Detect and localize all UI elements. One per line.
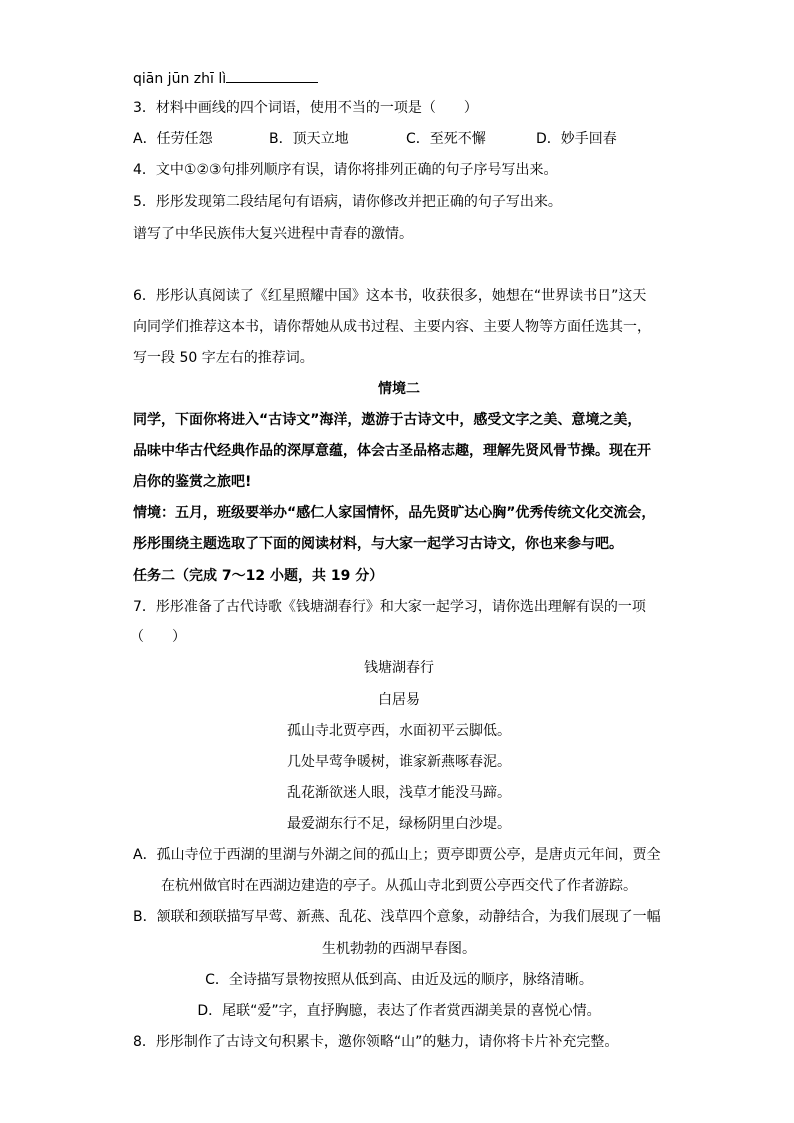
- poem-line: 乱花渐欲迷人眼，浅草才能没马蹄。: [287, 785, 511, 801]
- question-8: 8．彤彤制作了古诗文句积累卡，邀你领略“山”的魅力，请你将卡片补充完整。: [133, 1034, 619, 1050]
- question-3: 3．材料中画线的四个词语，使用不当的一项是（ ）: [133, 100, 478, 116]
- poem-title: 钱塘湖春行: [364, 660, 434, 676]
- poem-line: 几处早莺争暖树，谁家新燕啄春泥。: [287, 754, 511, 770]
- question-5-sentence: 谱写了中华民族伟大复兴进程中青春的激情。: [133, 226, 413, 242]
- q7-option-b-cont: 生机勃勃的西湖早春图。: [322, 941, 476, 957]
- question-6-line: 向同学们推荐这本书，请你帮她从成书过程、主要内容、主要人物等方面任选其一，: [133, 319, 651, 335]
- question-7-bracket: （ ）: [130, 629, 186, 645]
- poem-author: 白居易: [378, 692, 420, 708]
- context-line: 情境：五月，班级要举办“感仁人家国情怀，品先贤旷达心胸”优秀传统文化交流会，: [133, 505, 656, 521]
- question-7: 7．彤彤准备了古代诗歌《钱塘湖春行》和大家一起学习，请你选出理解有误的一项: [133, 599, 646, 615]
- context-line: 彤彤围绕主题选取了下面的阅读材料，与大家一起学习古诗文，你也来参与吧。: [133, 536, 623, 552]
- q7-option-d: D．尾联“爱”字，直抒胸臆，表达了作者赏西湖美景的喜悦心情。: [197, 1003, 601, 1019]
- q7-option-a: A．孤山寺位于西湖的里湖与外湖之间的孤山上；贾亭即贾公亭，是唐贞元年间，贾全: [133, 847, 661, 863]
- pinyin-line: [133, 68, 663, 88]
- option-c: C．至死不懈: [406, 131, 486, 147]
- pinyin-text: qiān jūn zhī lì: [133, 71, 227, 87]
- option-b: B．顶天立地: [269, 131, 349, 147]
- intro-line: 品味中华古代经典作品的深厚意蕴，体会古圣品格志趣，理解先贤风骨节操。现在开: [133, 443, 651, 459]
- q7-option-c: C．全诗描写景物按照从低到高、由近及远的顺序，脉络清晰。: [205, 972, 593, 988]
- task-heading: 任务二（完成 7～12 小题，共 19 分）: [133, 568, 384, 584]
- intro-line: 同学，下面你将进入“古诗文”海洋，遨游于古诗文中，感受文字之美、意境之美，: [133, 412, 642, 428]
- q7-option-a-cont: 在杭州做官时在西湖边建造的亭子。从孤山寺北到贾公亭西交代了作者游踪。: [161, 878, 637, 894]
- q7-option-b: B．颔联和颈联描写早莺、新燕、乱花、浅草四个意象，动静结合，为我们展现了一幅: [133, 909, 661, 925]
- question-6-line: 写一段 50 字左右的推荐词。: [133, 350, 314, 366]
- question-4: 4．文中①②③句排列顺序有误，请你将排列正确的句子序号写出来。: [133, 162, 558, 178]
- intro-line: 启你的鉴赏之旅吧!: [133, 474, 252, 490]
- poem-line: 最爱湖东行不足，绿杨阴里白沙堤。: [287, 816, 511, 832]
- question-3-options: [133, 129, 663, 149]
- answer-blank[interactable]: [226, 68, 318, 83]
- option-a: A．任劳任怨: [133, 131, 213, 147]
- option-d: D．妙手回春: [536, 131, 617, 147]
- poem-line: 孤山寺北贾亭西，水面初平云脚低。: [287, 723, 511, 739]
- question-5: 5．彤彤发现第二段结尾句有语病，请你修改并把正确的句子写出来。: [133, 194, 562, 210]
- question-6-line: 6．彤彤认真阅读了《红星照耀中国》这本书，收获很多，她想在“世界读书日”这天: [133, 288, 647, 304]
- section-title: 情境二: [378, 381, 420, 397]
